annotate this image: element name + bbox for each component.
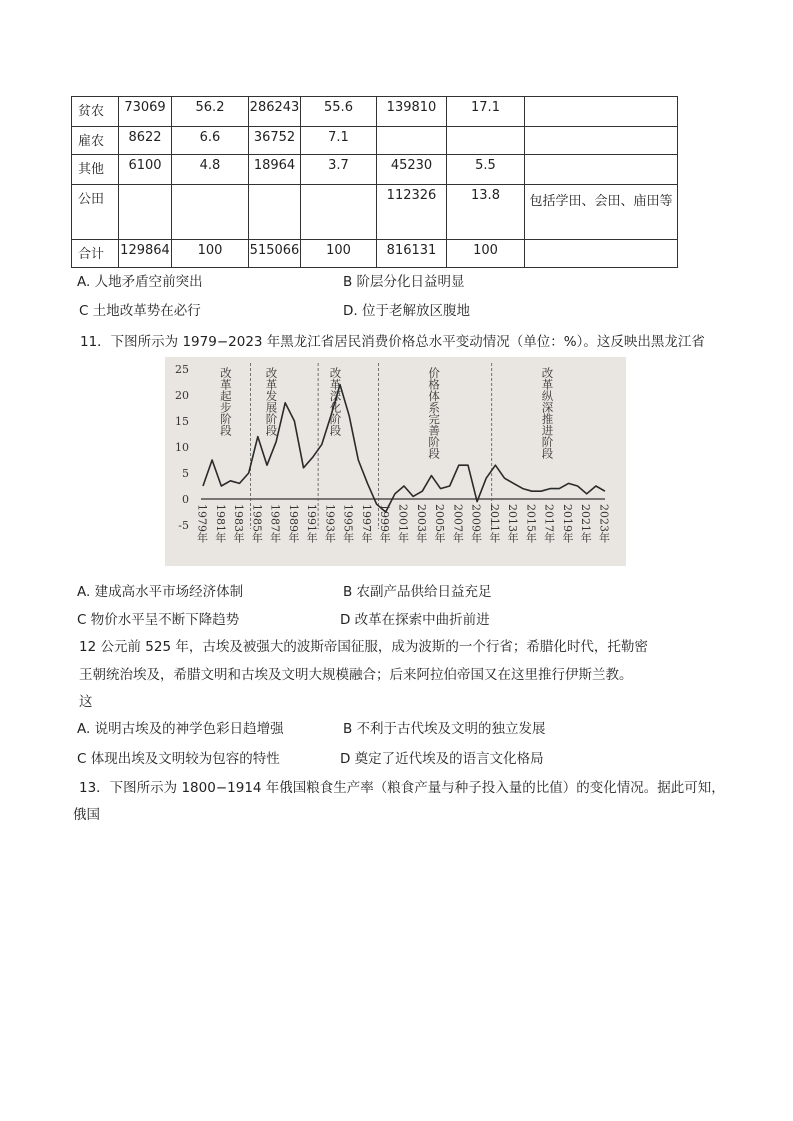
x-tick-label: 2013年 [506,504,520,543]
cell-text [525,99,677,102]
cell-text [119,185,171,188]
y-tick-label: 0 [182,493,189,506]
table-row [72,240,678,268]
cpi-line-chart [165,357,626,566]
table-cell [377,240,447,268]
x-tick-label: 2005年 [433,504,447,543]
stage-label: 改革纵深推进阶段 [540,367,555,459]
q12-stem-line-2: 王朝统治埃及，希腊文明和古埃及文明大规模融合；后来阿拉伯帝国又在这里推行伊斯兰教。 [79,667,633,683]
table-cell [172,97,249,127]
y-tick-label: -5 [178,519,189,532]
x-tick-label: 2021年 [579,504,593,543]
table-cell [119,155,172,185]
x-tick-label: 2001年 [396,504,410,543]
cell-text: 雇农 [78,134,105,149]
row-label-cell [72,185,119,240]
q12-stem-line-1: 12 公元前 525 年，古埃及被强大的波斯帝国征服，成为波斯的一个行省；希腊化时代，托勒密 [79,639,648,655]
cell-text: 13.8 [471,188,500,203]
q10-option-c[interactable]: C 土地改革势在必行 [79,303,201,319]
table-cell [172,155,249,185]
x-tick-label: 1981年 [213,504,227,543]
cell-text: 100 [473,243,498,258]
q11-stem: 11．下图所示为 1979−2023 年黑龙江省居民消费价格总水平变动情况（单位：%）。这反映出黑龙江省 [80,334,705,350]
table-cell [525,97,678,127]
x-tick-label: 1991年 [305,504,319,543]
table-cell [119,185,172,240]
row-label-cell [72,155,119,185]
row-label-cell [72,127,119,155]
q10-option-d[interactable]: D. 位于老解放区腹地 [343,303,470,319]
stage-label: 改革深化阶段 [328,367,343,436]
q11-option-b[interactable]: B 农副产品供给日益充足 [343,584,492,600]
cell-text: 贫农 [78,104,105,119]
q11-option-a[interactable]: A. 建成高水平市场经济体制 [77,584,244,600]
table-cell [377,97,447,127]
table-cell [119,127,172,155]
cell-text [525,242,677,245]
table-cell [301,97,377,127]
table-cell [525,155,678,185]
cell-text: 5.5 [475,158,496,173]
cell-text [525,129,677,132]
table-row [72,155,678,185]
q12-option-c[interactable]: C 体现出埃及文明较为包容的特性 [77,751,280,767]
table-row [72,97,678,127]
table-cell [301,240,377,268]
table-cell [447,185,525,240]
table-cell [249,127,301,155]
stage-label: 价格体系完善阶段 [427,367,442,459]
cell-text: 3.7 [328,158,349,173]
stage-label: 改革发展阶段 [264,367,279,436]
x-tick-label: 1997年 [359,504,373,543]
cell-text: 139810 [386,100,437,115]
q13-stem-line-1: 13．下图所示为 1800−1914 年俄国粮食生产率（粮食产量与种子投入量的比值）的变化情况。据此可知， [79,780,725,796]
x-tick-label: 1987年 [268,504,282,543]
cell-text [525,157,677,160]
cell-text: 6100 [128,158,162,173]
table-cell [249,240,301,268]
cell-text: 100 [326,243,351,258]
table-cell [377,155,447,185]
table-cell [249,97,301,127]
cell-text: 129864 [120,243,170,258]
table-cell [525,127,678,155]
cell-text [447,127,524,130]
y-tick-label: 5 [182,467,189,480]
table-cell [119,97,172,127]
q13-stem-line-2: 俄国 [73,807,100,823]
cell-text: 其他 [78,162,105,177]
cell-text: 公田 [78,192,105,207]
x-tick-label: 2003年 [414,504,428,543]
cell-text [301,185,376,188]
cell-text [172,185,248,188]
x-tick-label: 1999年 [378,504,392,543]
cell-text: 18964 [253,158,296,173]
y-tick-label: 15 [175,415,189,428]
table-cell [172,240,249,268]
table-cell [172,185,249,240]
table-cell [447,155,525,185]
q12-stem-line-3: 这 [79,694,93,710]
stage-label: 改革起步阶段 [218,367,233,436]
q11-option-d[interactable]: D 改革在探索中曲折前进 [340,612,490,628]
x-tick-label: 2019年 [560,504,574,543]
cell-text: 56.2 [195,100,225,115]
x-tick-label: 1993年 [323,504,337,543]
table-cell [301,155,377,185]
cell-text: 112326 [386,188,437,203]
y-tick-label: 20 [175,389,189,402]
x-tick-label: 2009年 [469,504,483,543]
x-tick-label: 2015年 [524,504,538,543]
row-label-cell [72,97,119,127]
table-cell [447,240,525,268]
table-row [72,185,678,240]
cell-text: 包括学田、会田、庙田等 [529,194,673,209]
q10-option-a[interactable]: A. 人地矛盾空前突出 [77,274,203,290]
x-tick-label: 1985年 [250,504,264,543]
land-distribution-table [71,96,678,268]
cell-text [377,127,446,130]
cell-text: 4.8 [199,158,221,173]
table-cell [249,155,301,185]
cell-text: 合计 [78,247,105,262]
table-cell [172,127,249,155]
cell-text: 17.1 [471,100,500,115]
cell-text: 515066 [249,243,300,258]
table-cell [119,240,172,268]
x-tick-label: 1979年 [195,504,209,543]
cell-text [249,185,300,188]
table-cell [301,185,377,240]
table-row [72,127,678,155]
q12-option-b[interactable]: B 不利于古代埃及文明的独立发展 [343,721,546,737]
x-tick-label: 1995年 [341,504,355,543]
table-cell [377,127,447,155]
cell-text: 7.1 [328,130,349,145]
q12-option-d[interactable]: D 奠定了近代埃及的语言文化格局 [340,751,544,767]
q11-option-c[interactable]: C 物价水平呈不断下降趋势 [77,612,240,628]
x-tick-label: 2023年 [597,504,611,543]
y-tick-label: 25 [175,363,189,376]
cell-text: 45230 [390,158,433,173]
cell-text: 73069 [124,100,166,115]
table-cell [525,240,678,268]
x-tick-label: 2007年 [451,504,465,543]
table-cell [525,185,678,240]
table-cell [301,127,377,155]
x-tick-label: 2011年 [487,504,501,543]
table-cell [249,185,301,240]
cell-text: 36752 [253,130,296,145]
q12-option-a[interactable]: A. 说明古埃及的神学色彩日趋增强 [77,721,284,737]
x-tick-label: 1989年 [286,504,300,543]
cell-text: 55.6 [324,100,353,115]
cell-text: 8622 [128,130,162,145]
x-tick-label: 2017年 [542,504,556,543]
x-tick-label: 1983年 [232,504,246,543]
table-cell [377,185,447,240]
row-label-cell [72,240,119,268]
cell-text: 100 [197,243,223,258]
y-tick-label: 10 [175,441,189,454]
table-cell [447,127,525,155]
cpi-chart-svg [165,357,626,566]
cell-text: 6.6 [199,130,221,145]
q10-option-b[interactable]: B 阶层分化日益明显 [343,274,465,290]
cell-text: 286243 [249,100,300,115]
table-cell [447,97,525,127]
cell-text: 816131 [386,243,437,258]
